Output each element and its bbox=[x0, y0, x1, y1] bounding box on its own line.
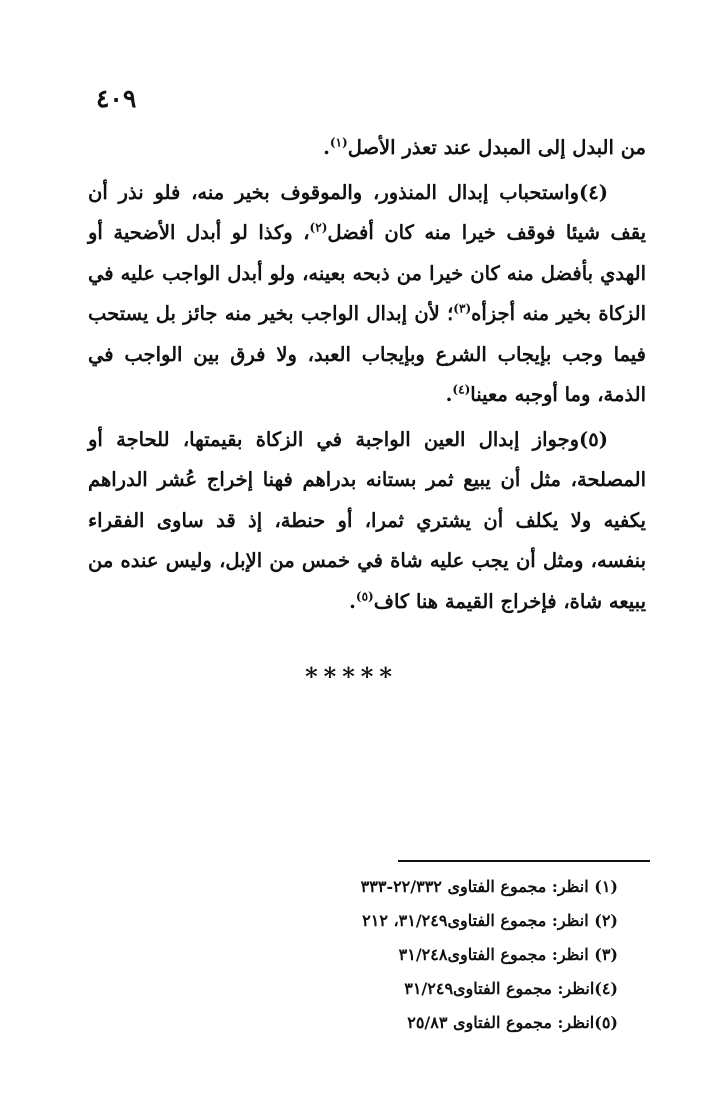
footnote-ref: (٥) bbox=[355, 589, 374, 603]
footnote-ref: (٣) bbox=[453, 301, 472, 316]
footnote: (٢) انظر: مجموع الفتاوى٣١/٢٤٩، ٢١٢ bbox=[362, 911, 618, 930]
footnote-ref: (٢) bbox=[309, 220, 328, 235]
footnote: (١) انظر: مجموع الفتاوى ٢٢/٣٣٢-٣٣٣ bbox=[360, 877, 618, 896]
footnote: (٣) انظر: مجموع الفتاوى٣١/٢٤٨ bbox=[398, 945, 618, 964]
paragraph-end: . bbox=[323, 136, 330, 159]
paragraph-text: من البدل إلى المبدل عند تعذر الأصل bbox=[347, 136, 646, 159]
paragraph-text: (٥)وجواز إبدال العين الواجبة في الزكاة بقيمتها، للحاجة أو المصلحة، مثل أن يبيع ثمر بستانه بدراهم فهنا إخراج عُشر الدراهم يكفيه ولا يكلف أن يشتري ثمرا، أو حنطة، إذ قد ساوى الفقراء بنفسه، ومثل أن يجب عليه شاة في خمس من الإبل، وليس عنده من يبيعه شاة، فإخراج القيمة هنا كاف bbox=[88, 427, 646, 613]
footnote-divider bbox=[398, 860, 650, 862]
paragraph-zakat-value bbox=[88, 420, 646, 623]
paragraph-text-cont: ؛ لأن إبدال الواجب بخير منه جائز بل يستحب فيما وجب بإيجاب الشرع وبإيجاب العبد، ولا فرق بين الواجب في الذمة، وما أوجبه معينا bbox=[88, 302, 646, 406]
footnote-ref: (٤) bbox=[452, 382, 471, 397]
footnote: (٥)انظر: مجموع الفتاوى ٢٥/٨٣ bbox=[407, 1013, 618, 1032]
paragraph-continuation bbox=[88, 128, 646, 169]
paragraph-text: (٤)واستحباب إبدال المنذور، والموقوف بخير منه، فلو نذر أن يقف شيئا فوقف خيرا منه كان أفضل bbox=[88, 180, 646, 244]
footnotes-list bbox=[200, 870, 618, 1040]
paragraph-substitution-vow bbox=[88, 173, 646, 416]
main-text bbox=[88, 128, 646, 626]
paragraph-end: . bbox=[445, 383, 453, 406]
footnote: (٤)انظر: مجموع الفتاوى٣١/٢٤٩ bbox=[404, 979, 618, 998]
page-number: ٤٠٩ bbox=[96, 84, 137, 113]
paragraph-end: . bbox=[349, 589, 356, 613]
section-separator: ***** bbox=[305, 662, 398, 691]
footnote-ref: (١) bbox=[329, 135, 348, 150]
paragraph-text-cont: ، وكذا لو أبدل الأضحية أو الهدي بأفضل منه كان خيرا من ذبحه بعينه، ولو أبدل الواجب عليه في الزكاة بخير منه أجزأه bbox=[88, 221, 646, 325]
